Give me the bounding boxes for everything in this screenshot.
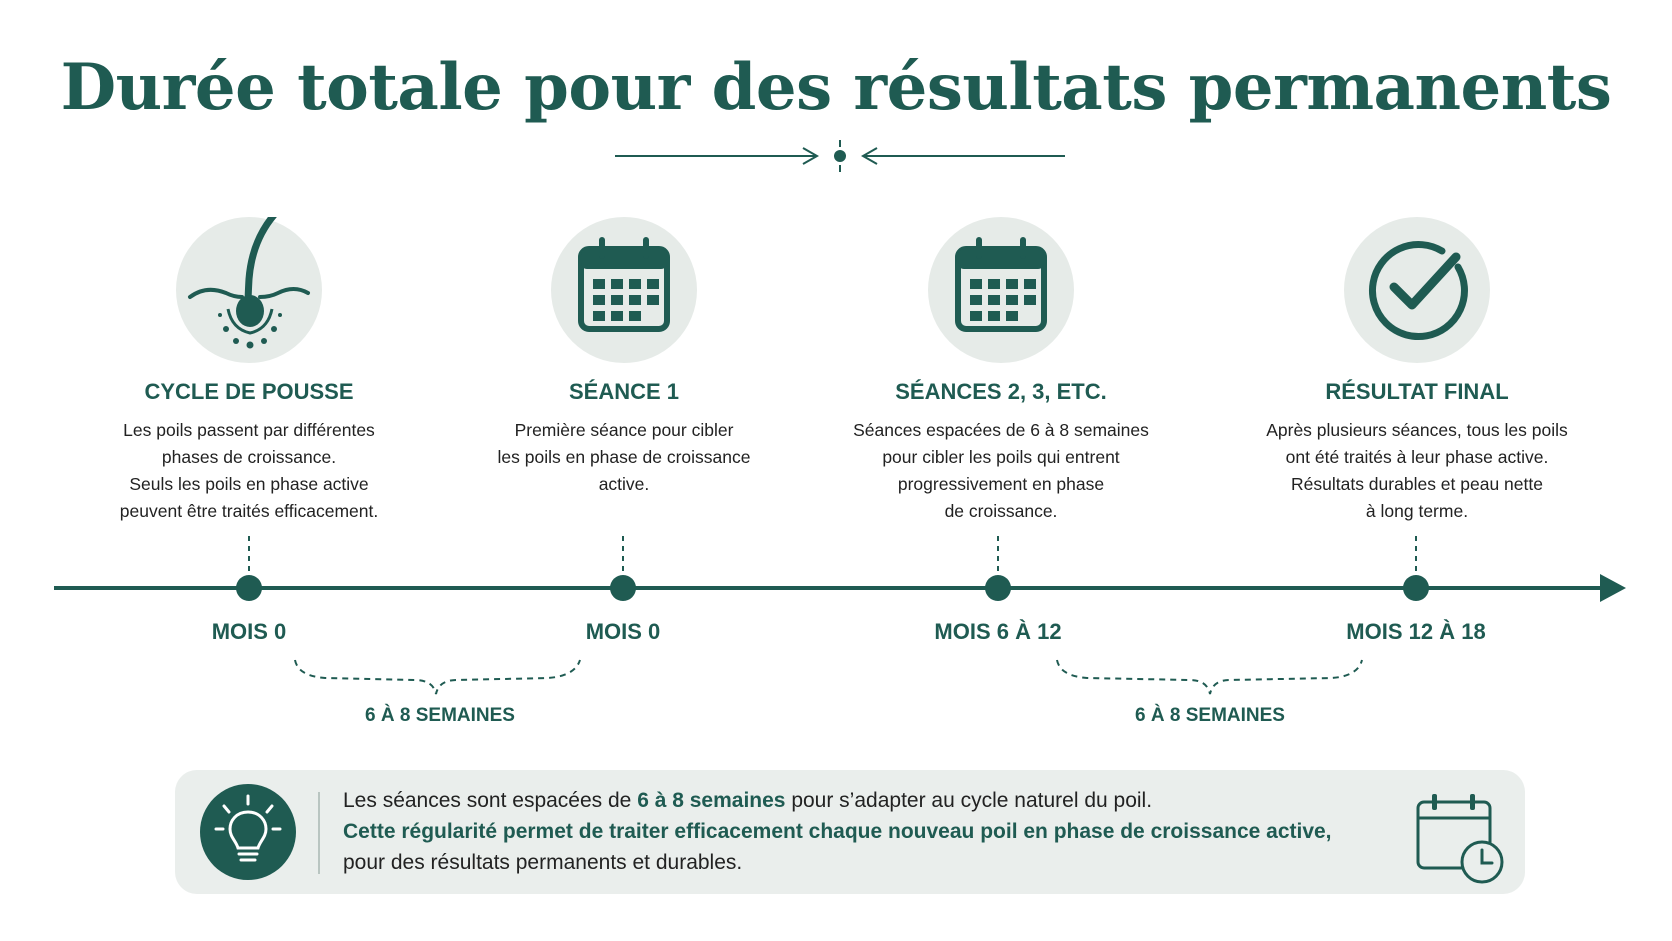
step-title: CYCLE DE POUSSE — [144, 379, 354, 404]
timeline-month: MOIS 12 À 18 — [1346, 619, 1486, 644]
timeline-arrow-icon — [1600, 574, 1626, 602]
interval-label: 6 À 8 SEMAINES — [1135, 705, 1285, 726]
timeline-node — [610, 575, 636, 601]
check-circle-icon — [1344, 217, 1490, 363]
step-title: SÉANCE 1 — [568, 379, 680, 404]
step-description: Les poils passent par différentes phases de croissance. Seuls les poils en phase active peuvent être traités efficacement. — [119, 420, 379, 521]
interval-label: 6 À 8 SEMAINES — [365, 705, 515, 726]
info-divider — [318, 792, 320, 874]
interval-brace — [295, 660, 580, 694]
timeline-node — [985, 575, 1011, 601]
step-description: Après plusieurs séances, tous les poils ont été traités à leur phase active. Résultats durables et peau nette à long terme. — [1266, 420, 1568, 521]
interval-brace — [1057, 660, 1362, 694]
timeline-month: MOIS 0 — [211, 619, 287, 644]
timeline-month: MOIS 0 — [585, 619, 661, 644]
info-box — [175, 770, 1525, 894]
step-title: SÉANCES 2, 3, ETC. — [895, 379, 1107, 404]
title-ornament-icon — [610, 136, 1070, 176]
calendar-clock-icon — [1412, 790, 1508, 886]
info-line-1: Les séances sont espacées de 6 à 8 semaines pour s’adapter au cycle naturel du poil. — [343, 789, 1153, 812]
lightbulb-icon — [200, 784, 296, 880]
step-description: Séances espacées de 6 à 8 semaines pour cibler les poils qui entrent progressivement en phase de croissance. — [853, 420, 1149, 521]
info-text — [343, 785, 1363, 878]
hair-follicle-icon — [176, 217, 322, 363]
info-line-2: Cette régularité permet de traiter efficacement chaque nouveau poil en phase de croissance active, — [343, 820, 1332, 843]
timeline-month: MOIS 6 À 12 — [934, 619, 1062, 644]
step-description: Première séance pour cibler les poils en phase de croissance active. — [497, 420, 751, 494]
info-line-3: pour des résultats permanents et durables. — [343, 851, 743, 874]
page-title: Durée totale pour des résultats permanents — [60, 50, 1612, 125]
timeline-node — [1403, 575, 1429, 601]
timeline-node — [236, 575, 262, 601]
calendar-icon — [928, 217, 1074, 363]
step-title: RÉSULTAT FINAL — [1325, 379, 1509, 404]
calendar-icon — [551, 217, 697, 363]
